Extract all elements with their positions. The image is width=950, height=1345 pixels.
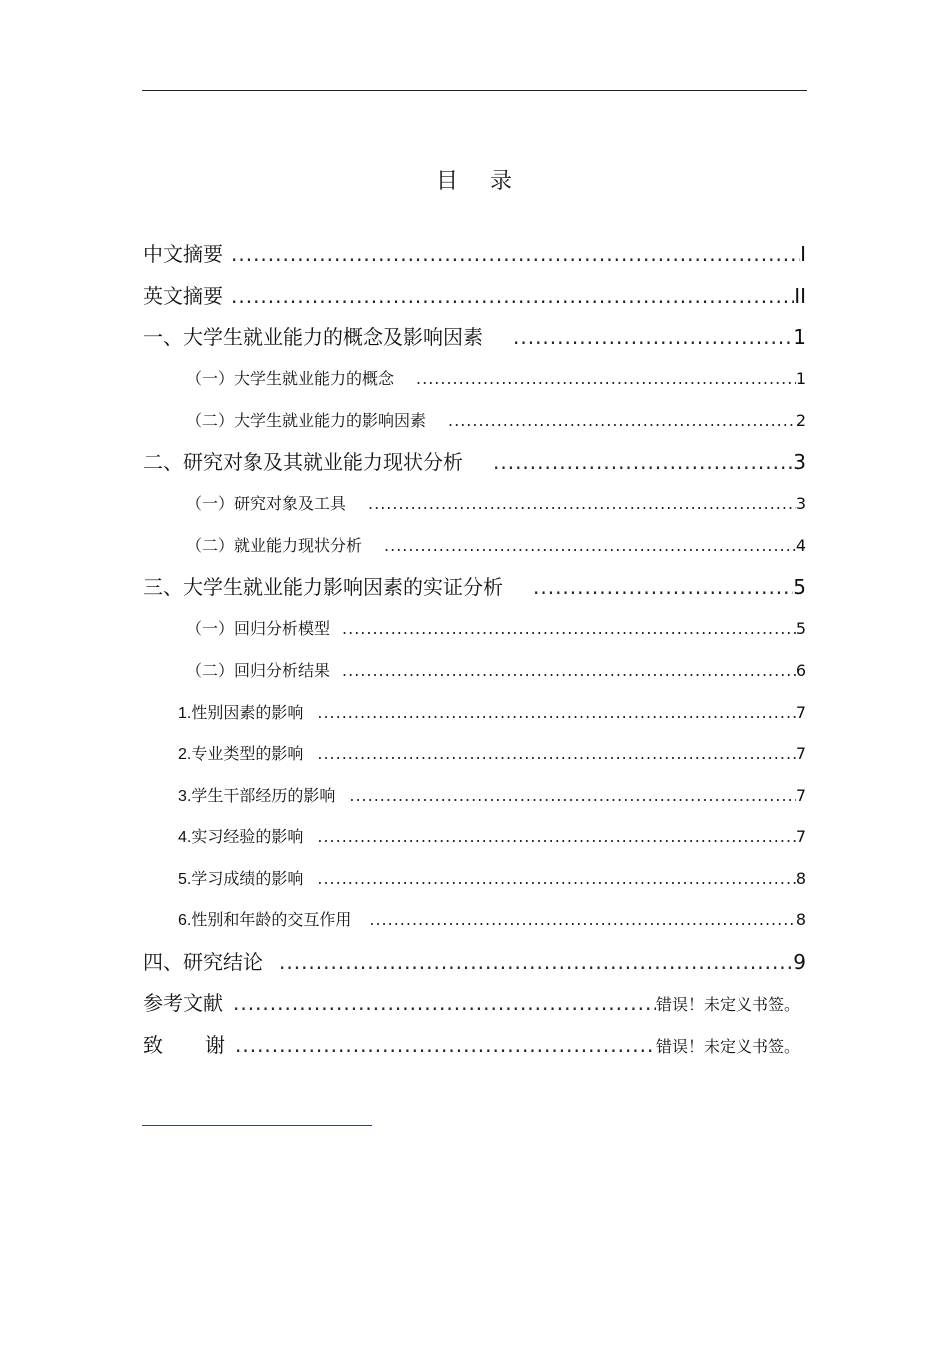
toc-page: 3 xyxy=(795,494,806,513)
toc-entry-acknowledgements[interactable] xyxy=(143,1029,800,1058)
toc-page: 3 xyxy=(793,450,806,474)
toc-label: 学生干部经历的影响 xyxy=(191,786,336,805)
toc-leader xyxy=(384,536,796,555)
toc-label-part: 谢 xyxy=(205,1033,225,1057)
toc-item-number: 2. xyxy=(178,746,192,763)
toc-label: （二）大学生就业能力的影响因素 xyxy=(186,411,427,430)
toc-entry-section-2-2[interactable] xyxy=(186,533,806,556)
toc-page: 9 xyxy=(793,950,806,974)
toc-label: 二、研究对象及其就业能力现状分析 xyxy=(143,450,463,474)
toc-label: （二）回归分析结果 xyxy=(186,661,331,680)
toc-page: 5 xyxy=(793,575,806,599)
toc-item-number: 1. xyxy=(178,705,192,722)
toc-entry-item-3-2-3[interactable] xyxy=(178,783,806,806)
toc-leader xyxy=(231,242,800,266)
toc-leader xyxy=(493,450,793,474)
toc-leader xyxy=(342,661,796,680)
toc-page: I xyxy=(800,242,806,266)
toc-entry-item-3-2-4[interactable] xyxy=(178,824,806,847)
toc-leader xyxy=(317,827,795,846)
toc-label: （一）回归分析模型 xyxy=(186,619,331,638)
toc-page: II xyxy=(794,284,806,308)
toc-label: 三、大学生就业能力影响因素的实证分析 xyxy=(143,575,503,599)
toc-page: 1 xyxy=(795,369,806,388)
toc-leader xyxy=(533,575,793,599)
toc-label: 专业类型的影响 xyxy=(191,744,304,763)
toc-page: 1 xyxy=(793,325,806,349)
toc-leader xyxy=(233,991,656,1015)
toc-entry-zh-abstract[interactable] xyxy=(143,238,806,267)
toc-entry-item-3-2-1[interactable] xyxy=(178,700,806,723)
toc-page-error: 错误！未定义书签。 xyxy=(655,1037,800,1056)
toc-entry-item-3-2-2[interactable] xyxy=(178,741,806,764)
toc-entry-references[interactable] xyxy=(143,987,800,1016)
toc-leader xyxy=(369,910,795,929)
toc-entry-section-1-1[interactable] xyxy=(186,366,806,389)
toc-page-error: 错误！未定义书签。 xyxy=(655,995,800,1014)
toc-label-part: 致 xyxy=(143,1033,163,1057)
toc-entry-chapter-3[interactable] xyxy=(143,571,806,600)
toc-page: 7 xyxy=(795,786,806,805)
toc-page: 7 xyxy=(795,744,806,763)
toc-page: 8 xyxy=(795,910,806,929)
toc-title-right: 录 xyxy=(490,169,515,194)
toc-entry-item-3-2-5[interactable] xyxy=(178,866,806,889)
toc-page: 6 xyxy=(795,661,806,680)
toc-label: 英文摘要 xyxy=(143,284,223,308)
toc-page: 7 xyxy=(795,827,806,846)
toc-item-number: 4. xyxy=(178,829,192,846)
toc-entry-section-3-1[interactable] xyxy=(186,616,806,639)
toc-leader xyxy=(231,284,794,308)
toc-page: 2 xyxy=(795,411,806,430)
toc-leader xyxy=(448,411,796,430)
toc-entry-chapter-2[interactable] xyxy=(143,446,806,475)
toc-label: （二）就业能力现状分析 xyxy=(186,536,363,555)
toc-label: 性别和年龄的交互作用 xyxy=(191,910,352,929)
toc-entry-section-2-1[interactable] xyxy=(186,491,806,514)
toc-item-number: 3. xyxy=(178,788,192,805)
toc-leader xyxy=(368,494,796,513)
toc-entry-item-3-2-6[interactable] xyxy=(178,907,806,930)
toc-item-number: 6. xyxy=(178,912,192,929)
toc-entry-chapter-4[interactable] xyxy=(143,946,806,975)
toc-leader xyxy=(416,369,796,388)
toc-entry-section-1-2[interactable] xyxy=(186,408,806,431)
toc-label: （一）大学生就业能力的概念 xyxy=(186,369,395,388)
toc-label: （一）研究对象及工具 xyxy=(186,494,347,513)
toc-leader xyxy=(279,950,793,974)
toc-label: 一、大学生就业能力的概念及影响因素 xyxy=(143,325,483,349)
toc-title-left: 目 xyxy=(435,169,460,194)
toc-label: 四、研究结论 xyxy=(143,950,263,974)
footnote-rule xyxy=(142,1125,372,1126)
toc-leader xyxy=(317,703,795,722)
toc-entry-en-abstract[interactable] xyxy=(143,280,806,309)
toc-label: 中文摘要 xyxy=(143,242,223,266)
toc-label: 性别因素的影响 xyxy=(191,703,304,722)
toc-label xyxy=(143,1029,235,1058)
toc-leader xyxy=(317,744,795,763)
toc-leader xyxy=(317,869,795,888)
toc-label: 实习经验的影响 xyxy=(191,827,304,846)
toc-label: 学习成绩的影响 xyxy=(191,869,304,888)
toc-entry-chapter-1[interactable] xyxy=(143,321,806,350)
toc-page: 8 xyxy=(795,869,806,888)
toc-label: 参考文献 xyxy=(143,991,223,1015)
toc-leader xyxy=(235,1033,656,1057)
toc-page: 5 xyxy=(795,619,806,638)
toc-leader xyxy=(349,786,795,805)
toc-page: 7 xyxy=(795,703,806,722)
toc-leader xyxy=(342,619,796,638)
toc-item-number: 5. xyxy=(178,871,192,888)
toc-entry-section-3-2[interactable] xyxy=(186,658,806,681)
toc-leader xyxy=(513,325,793,349)
toc-page: 4 xyxy=(795,536,806,555)
